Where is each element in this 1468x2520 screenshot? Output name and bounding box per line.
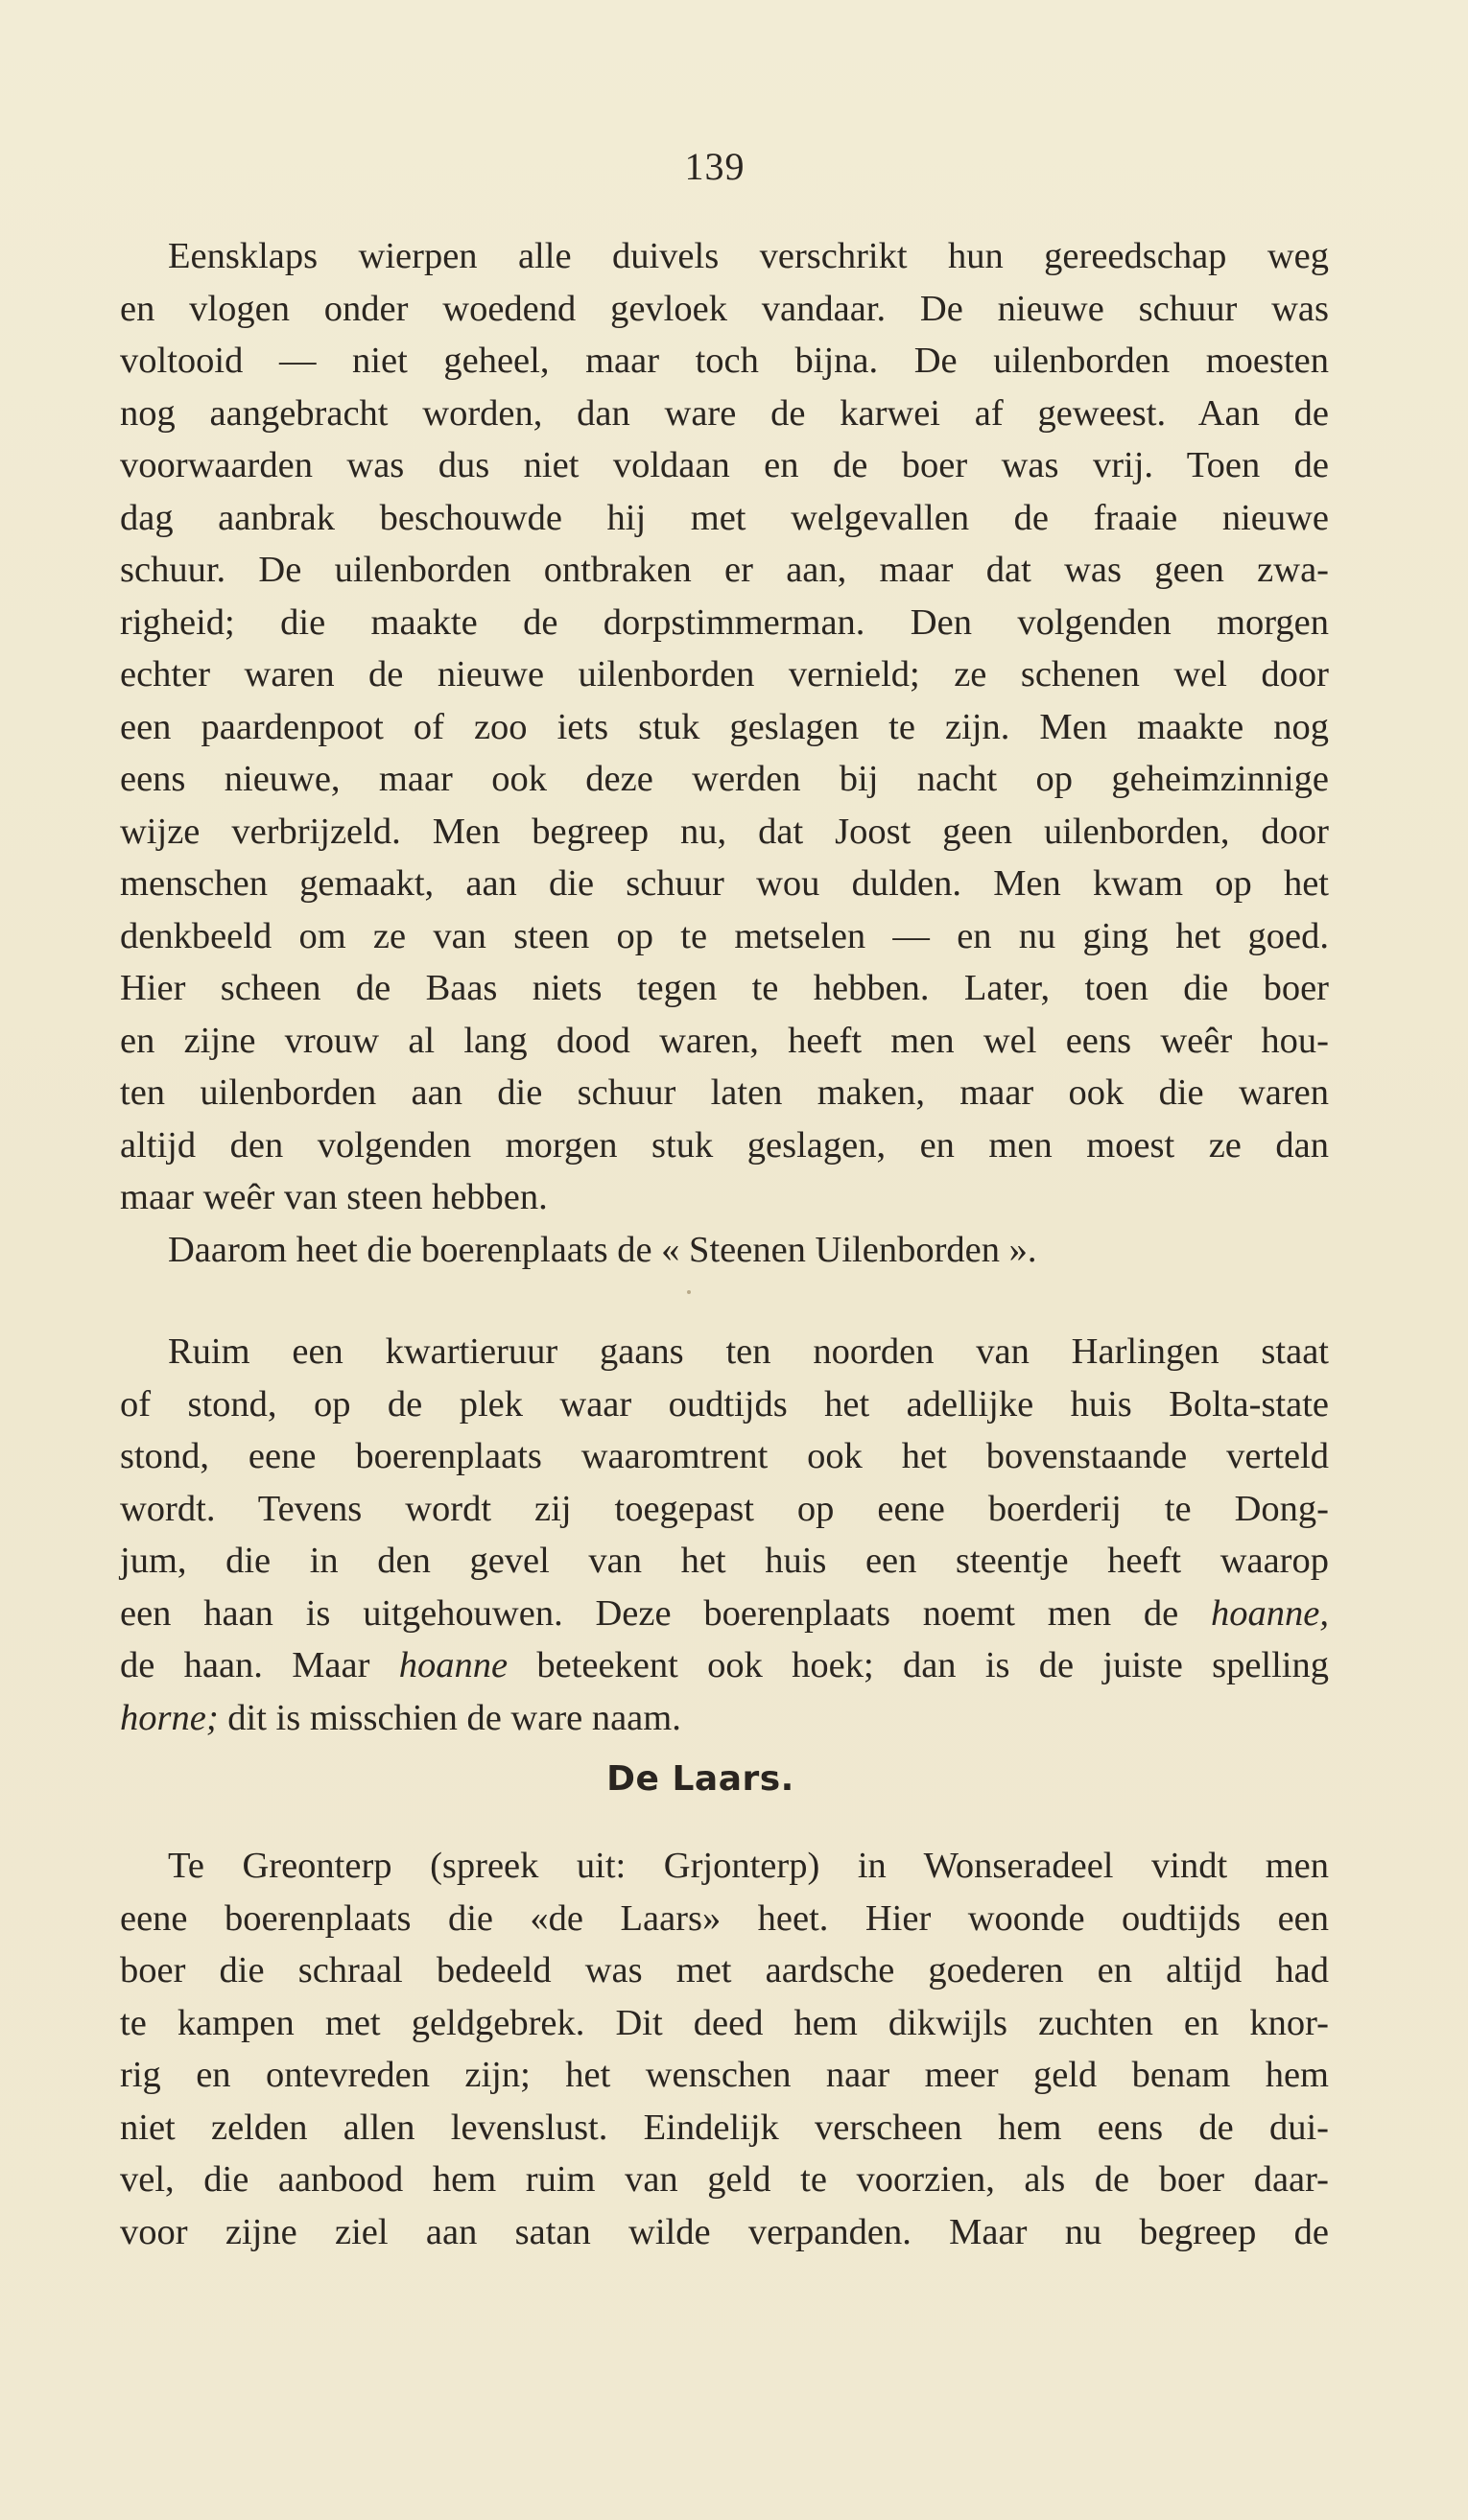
text-line: boer die schraal bedeeld was met aardsche goederen en altijd had <box>120 1950 1329 1990</box>
text-line: wordt. Tevens wordt zij toegepast op eene boerderij te Dong- <box>120 1488 1329 1529</box>
text-line: voltooid — niet geheel, maar toch bijna. De uilenborden moesten <box>120 341 1329 381</box>
text-line: ten uilenborden aan die schuur laten maken, maar ook die waren <box>120 1072 1329 1113</box>
text-segment: de haan. Maar <box>120 1645 399 1685</box>
text-line: rig en ontevreden zijn; het wenschen naar meer geld benam hem <box>120 2055 1329 2095</box>
text-line: en vlogen onder woedend gevloek vandaar. De nieuwe schuur was <box>120 288 1329 329</box>
text-line: Ruim een kwartieruur gaans ten noorden van Harlingen staat <box>168 1331 1329 1372</box>
text-line: dag aanbrak beschouwde hij met welgevallen de fraaie nieuwe <box>120 497 1329 538</box>
text-line: altijd den volgenden morgen stuk geslagen, en men moest ze dan <box>120 1124 1329 1166</box>
paragraph-1 <box>120 230 1329 1276</box>
paragraph-2: Daarom heet die boerenplaats de « Steenen Uilenborden ». <box>168 1229 1037 1270</box>
text-line: te kampen met geldgebrek. Dit deed hem dikwijls zuchten en knor- <box>120 2002 1329 2043</box>
text-line: schuur. De uilenborden ontbraken er aan, maar dat was geen zwa- <box>120 550 1329 590</box>
text-line: eene boerenplaats die «de Laars» heet. Hier woonde oudtijds een <box>120 1897 1329 1939</box>
text-line <box>120 1692 1329 1745</box>
separator-dot <box>687 1290 691 1294</box>
text-line: vel, die aanbood hem ruim van geld te voorzien, als de boer daar- <box>120 2159 1329 2200</box>
text-line: denkbeeld om ze van steen op te metselen — en nu ging het goed. <box>120 915 1329 956</box>
text-line: een paardenpoot of zoo iets stuk geslagen te zijn. Men maakte nog <box>120 706 1329 747</box>
text-line: echter waren de nieuwe uilenborden vernield; ze schenen wel door <box>120 654 1329 695</box>
text-line: of stond, op de plek waar oudtijds het adellijke huis Bolta-state <box>120 1383 1329 1425</box>
text-line: righeid; die maakte de dorpstimmerman. Den volgenden morgen <box>120 601 1329 643</box>
text-line: Hier scheen de Baas niets tegen te hebben. Later, toen die boer <box>120 968 1329 1008</box>
text-line: stond, eene boerenplaats waaromtrent ook het bovenstaande verteld <box>120 1436 1329 1476</box>
paragraph-3 <box>120 1326 1329 1744</box>
text-segment: beteekent ook hoek; dan is de juiste spelling <box>508 1645 1329 1685</box>
text-line: eens nieuwe, maar ook deze werden bij nacht op geheimzinnige <box>120 759 1329 799</box>
paragraph-4 <box>120 1840 1329 2258</box>
italic-word: horne; <box>120 1697 219 1738</box>
text-line: jum, die in den gevel van het huis een steentje heeft waarop <box>120 1541 1329 1581</box>
text-line: Eensklaps wierpen alle duivels verschrikt hun gereedschap weg <box>168 236 1329 276</box>
text-line: niet zelden allen levenslust. Eindelijk verscheen hem eens de dui- <box>120 2107 1329 2148</box>
page-number: 139 <box>684 145 746 188</box>
text-segment: dit is misschien de ware naam. <box>218 1697 681 1738</box>
italic-word: hoanne, <box>1211 1592 1329 1634</box>
text-line: wijze verbrijzeld. Men begreep nu, dat Joost geen uilenborden, door <box>120 811 1329 852</box>
text-line: voorwaarden was dus niet voldaan en de boer was vrij. Toen de <box>120 445 1329 485</box>
text-line: Te Greonterp (spreek uit: Grjonterp) in Wonseradeel vindt men <box>168 1846 1329 1886</box>
text-segment: een haan is uitgehouwen. Deze boerenplaats noemt men de <box>120 1592 1212 1634</box>
section-heading: De Laars. <box>606 1759 794 1799</box>
text-line <box>120 1588 1329 1640</box>
text-line: voor zijne ziel aan satan wilde verpanden. Maar nu begreep de <box>120 2211 1329 2252</box>
text-line: nog aangebracht worden, dan ware de karwei af geweest. Aan de <box>120 392 1329 434</box>
text-line: menschen gemaakt, aan die schuur wou dulden. Men kwam op het <box>120 863 1329 904</box>
text-line <box>120 1639 1329 1692</box>
text-line: maar weêr van steen hebben. <box>120 1177 548 1217</box>
italic-word: hoanne <box>398 1645 509 1685</box>
text-line: en zijne vrouw al lang dood waren, heeft men wel eens weêr hou- <box>120 1020 1329 1061</box>
